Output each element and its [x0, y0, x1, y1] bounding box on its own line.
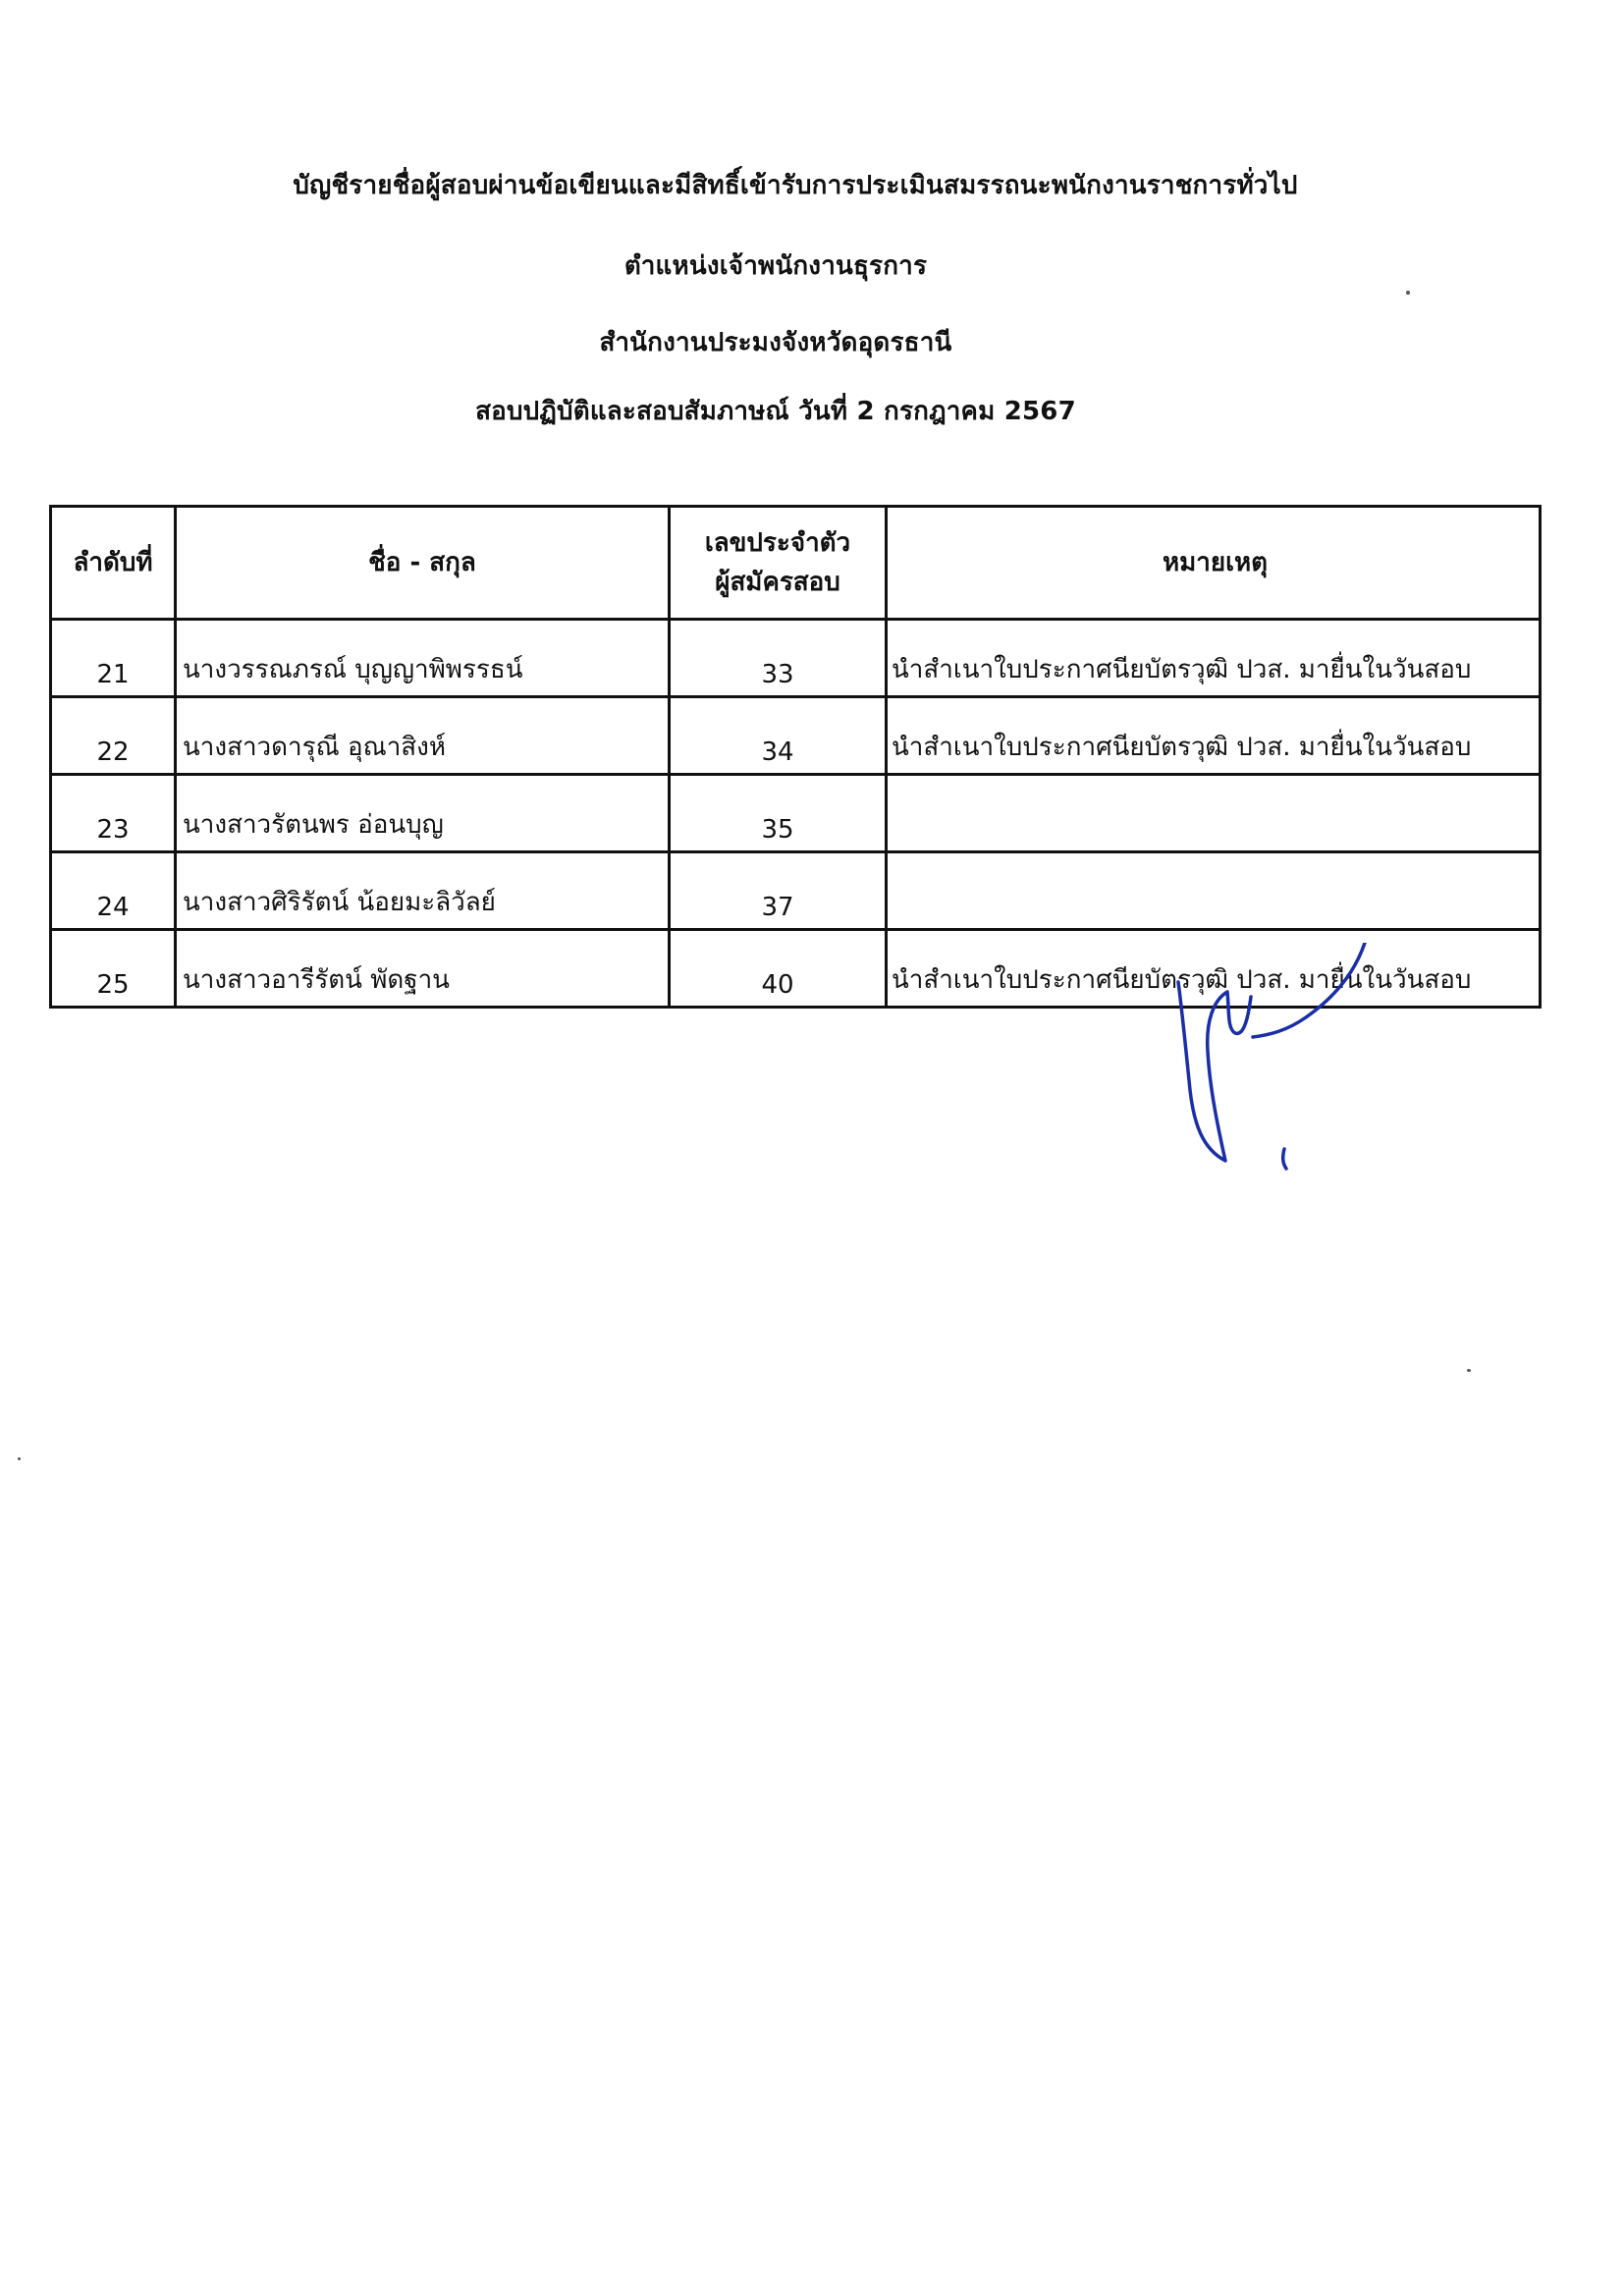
- header-applicant-id-line1: เลขประจำตัว: [704, 528, 851, 558]
- row-number: 24: [51, 852, 176, 930]
- signature-stroke-main: [1178, 982, 1251, 1161]
- position-title: ตำแหน่งเจ้าพนักงานธุรการ: [623, 251, 928, 281]
- row-number: 25: [51, 930, 176, 1008]
- table-row: [51, 697, 1541, 775]
- scan-speck: [1467, 1369, 1471, 1372]
- row-applicant-id: 35: [670, 775, 887, 852]
- scan-speck: [18, 1457, 21, 1460]
- candidate-table: [49, 505, 1542, 1009]
- row-applicant-id: 34: [670, 697, 887, 775]
- header-applicant-id: [670, 507, 887, 620]
- signature-stroke-dot: [1283, 1149, 1286, 1169]
- row-name: นางสาวดารุณี อุณาสิงห์: [176, 697, 670, 775]
- row-applicant-id: 40: [670, 930, 887, 1008]
- row-remark: [887, 852, 1541, 930]
- signature-stroke-tail: [1253, 943, 1365, 1037]
- row-applicant-id: 33: [670, 620, 887, 697]
- header-remark: หมายเหตุ: [887, 507, 1541, 620]
- header-name: ชื่อ - สกุล: [176, 507, 670, 620]
- row-remark: [887, 775, 1541, 852]
- row-number: 22: [51, 697, 176, 775]
- row-number: 23: [51, 775, 176, 852]
- table-row: [51, 620, 1541, 697]
- row-remark: นำสำเนาใบประกาศนียบัตรวุฒิ ปวส. มายื่นในวันสอบ: [887, 697, 1541, 775]
- header-applicant-id-line2: ผู้สมัครสอบ: [715, 568, 840, 597]
- office-name: สำนักงานประมงจังหวัดอุดรธานี: [599, 328, 952, 357]
- header-number: ลำดับที่: [51, 507, 176, 620]
- row-number: 21: [51, 620, 176, 697]
- row-applicant-id: 37: [670, 852, 887, 930]
- table-row: [51, 852, 1541, 930]
- handwritten-signature: [1159, 943, 1375, 1178]
- row-name: นางวรรณภรณ์ บุญญาพิพรรธน์: [176, 620, 670, 697]
- row-name: นางสาวศิริรัตน์ น้อยมะลิวัลย์: [176, 852, 670, 930]
- table-header-row: [51, 507, 1541, 620]
- scan-speck: [1406, 291, 1410, 295]
- exam-date-line: สอบปฏิบัติและสอบสัมภาษณ์ วันที่ 2 กรกฎาคม 2567: [475, 397, 1076, 426]
- document-title: บัญชีรายชื่อผู้สอบผ่านข้อเขียนและมีสิทธิ์เข้ารับการประเมินสมรรถนะพนักงานราชการทั่วไป: [293, 171, 1298, 200]
- table-row: [51, 775, 1541, 852]
- row-remark: นำสำเนาใบประกาศนียบัตรวุฒิ ปวส. มายื่นในวันสอบ: [887, 930, 1541, 1008]
- row-name: นางสาวอารีรัตน์ พัดฐาน: [176, 930, 670, 1008]
- row-name: นางสาวรัตนพร อ่อนบุญ: [176, 775, 670, 852]
- row-remark: นำสำเนาใบประกาศนียบัตรวุฒิ ปวส. มายื่นในวันสอบ: [887, 620, 1541, 697]
